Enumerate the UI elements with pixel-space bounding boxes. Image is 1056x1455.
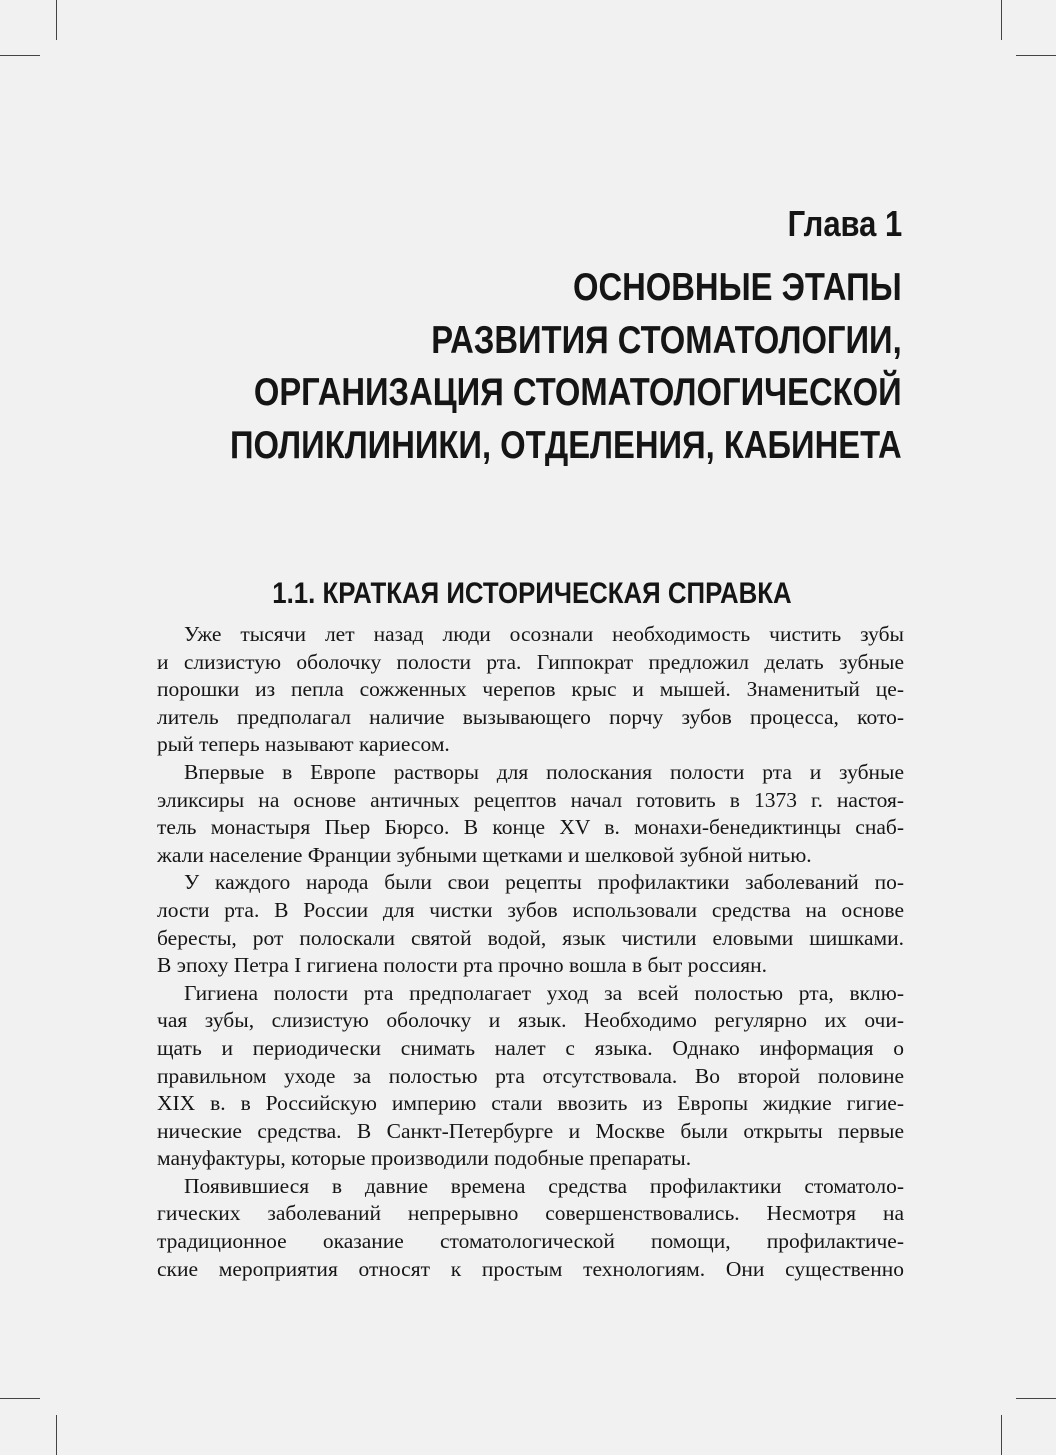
text-line: В эпоху Петра I гигиена полости рта прочно вошла в быт россиян. (157, 953, 768, 978)
crop-mark-top-right (1016, 55, 1056, 56)
crop-mark-top-left (56, 0, 57, 40)
text-line: бересты, рот полоскали святой водой, язык чистили еловыми шишками. (157, 925, 904, 950)
paragraph (157, 759, 904, 869)
text-line: XIX в. в Российскую империю стали ввозить из Европы жидкие гигие- (157, 1091, 904, 1116)
text-line: рый теперь называют кариесом. (157, 732, 450, 757)
section-heading (0, 572, 1056, 616)
text-line: литель предполагал наличие вызывающего порчу зубов процесса, кото- (157, 704, 904, 729)
text-line: и слизистую оболочку полости рта. Гиппократ предложил делать зубные (157, 649, 904, 674)
text-line: жали население Франции зубными щетками и шелковой зубной нитью. (157, 842, 812, 867)
text-line: чая зубы, слизистую оболочку и язык. Необходимо регулярно их очи- (157, 1008, 904, 1033)
chapter-title (230, 262, 902, 472)
text-line: порошки из пепла сожженных черепов крыс и мышей. Знаменитый це- (157, 677, 904, 702)
text-line: мануфактуры, которые производили подобные препараты. (157, 1146, 692, 1171)
crop-mark-bottom-left (0, 1398, 40, 1399)
body-text (157, 621, 904, 1283)
paragraph (157, 869, 904, 979)
text-line: эликсиры на основе античных рецептов начал готовить в 1373 г. настоя- (157, 787, 904, 812)
chapter-title-line: ПОЛИКЛИНИКИ, ОТДЕЛЕНИЯ, КАБИНЕТА (230, 423, 902, 467)
text-line: Уже тысячи лет назад люди осознали необходимость чистить зубы (184, 622, 904, 646)
text-line: тель монастыря Пьер Бюрсо. В конце XV в. монахи-бенедиктинцы снаб- (157, 815, 904, 840)
paragraph (157, 980, 904, 1173)
crop-mark-top-right (1001, 0, 1002, 40)
text-line: гических заболеваний непрерывно совершенствовались. Несмотря на (157, 1201, 904, 1226)
text-line: щать и периодически снимать налет с языка. Однако информация о (157, 1035, 904, 1060)
chapter-title-line: ОСНОВНЫЕ ЭТАПЫ (573, 266, 902, 309)
chapter-title-line: РАЗВИТИЯ СТОМАТОЛОГИИ, (431, 318, 902, 362)
paragraph (157, 1173, 904, 1283)
section-heading-text: 1.1. КРАТКАЯ ИСТОРИЧЕСКАЯ СПРАВКА (272, 577, 792, 610)
text-line: Впервые в Европе растворы для полоскания полости рта и зубные (184, 759, 904, 784)
text-line: Появившиеся в давние времена средства профилактики стоматоло- (184, 1173, 904, 1198)
text-line: лости рта. В России для чистки зубов использовали средства на основе (157, 897, 904, 922)
chapter-label: Глава 1 (787, 203, 902, 244)
text-line: У каждого народа были свои рецепты профилактики заболеваний по- (184, 870, 904, 895)
text-line: правильном уходе за полостью рта отсутствовала. Во второй половине (157, 1063, 904, 1088)
text-line: ские мероприятия относят к простым технологиям. Они существенно (157, 1256, 904, 1281)
paragraph (157, 621, 904, 759)
text-line: традиционное оказание стоматологической помощи, профилактиче- (157, 1229, 904, 1254)
chapter-title-line: ОРГАНИЗАЦИЯ СТОМАТОЛОГИЧЕСКОЙ (254, 371, 902, 414)
text-line: нические средства. В Санкт-Петербурге и Москве были открыты первые (157, 1118, 904, 1143)
crop-mark-top-left (0, 55, 40, 56)
crop-mark-bottom-left (56, 1415, 57, 1455)
text-line: Гигиена полости рта предполагает уход за всей полостью рта, вклю- (184, 980, 904, 1005)
crop-mark-bottom-right (1016, 1398, 1056, 1399)
crop-mark-bottom-right (1001, 1415, 1002, 1455)
